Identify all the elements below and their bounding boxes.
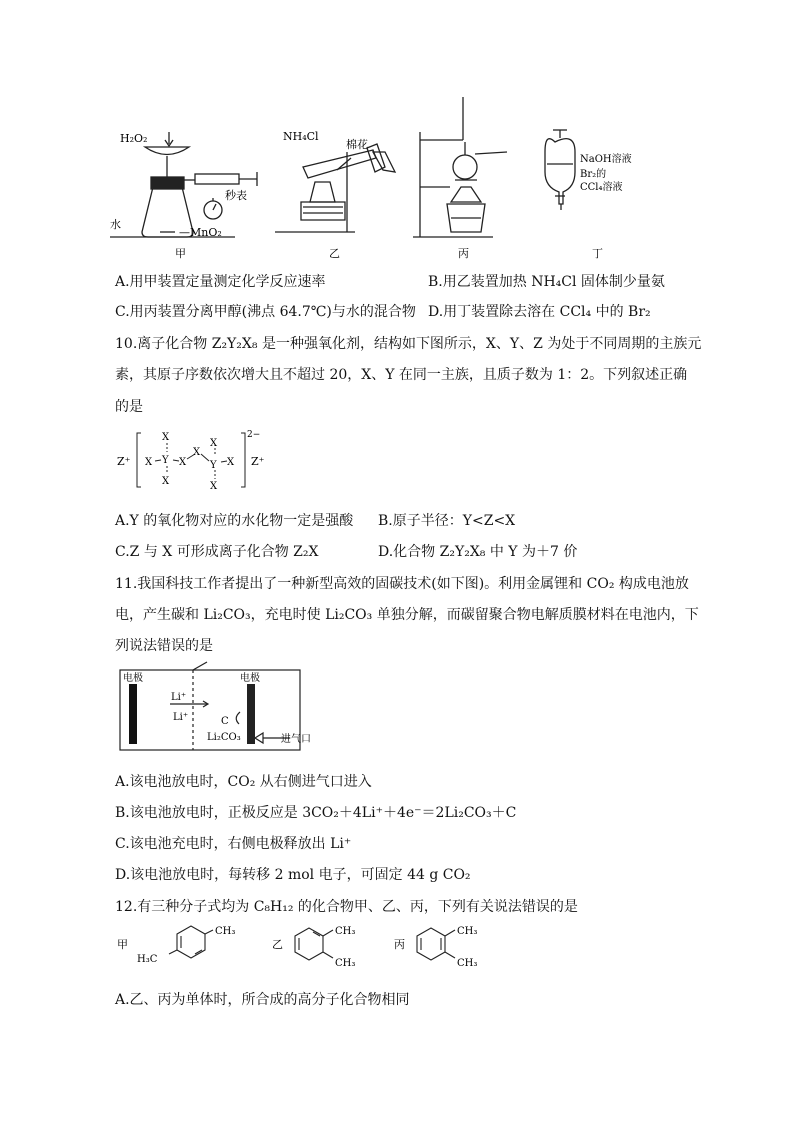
q10-stem-line1: 10.离子化合物 Z₂Y₂X₈ 是一种强氧化剂，结构如下图所示，X、Y、Z 为处于不同周期的主族元 [115, 336, 702, 352]
ccl4-label: CCl₄溶液 [580, 182, 623, 193]
li-ion-top: Li⁺ [171, 692, 187, 703]
stopwatch-label: 秒表 [225, 189, 247, 202]
ch3-label: CH₃ [215, 926, 236, 937]
x-atom: X [210, 481, 218, 492]
q10-option-a: A.Y 的氧化物对应的水化物一定是强酸 [115, 513, 354, 529]
q10-stem-line2: 素，其原子序数依次增大且不超过 20，X、Y 在同一主族，且质子数为 1：2。下列叙述正确 [115, 367, 688, 383]
mno2-label: —MnO₂ [179, 226, 222, 239]
li-ion-bottom: Li⁺ [173, 712, 189, 723]
li2co3-label: Li₂CO₃ [207, 732, 241, 743]
inlet-label: 进气口 [281, 734, 311, 745]
q10-option-c: C.Z 与 X 可形成离子化合物 Z₂X [115, 544, 319, 560]
label-yi: 乙 [272, 938, 283, 951]
br2-label: Br₂的 [580, 169, 607, 180]
x-atom: X [145, 457, 153, 468]
q11-stem-line1: 11.我国科技工作者提出了一种新型高效的固碳技术(如下图)。利用金属锂和 CO₂ 构成电池放 [115, 576, 689, 592]
q10-option-b: B.原子半径：Y<Z<X [378, 513, 516, 529]
q10-option-d: D.化合物 Z₂Y₂X₈ 中 Y 为＋7 价 [378, 544, 578, 560]
apparatus-bing [413, 97, 507, 237]
q11-option-c: C.该电池充电时，右侧电极释放出 Li⁺ [115, 836, 352, 852]
apparatus-yi [275, 144, 395, 232]
q11-battery-diagram [115, 660, 315, 760]
ch3-label: CH₃ [457, 958, 478, 969]
q12-structures [115, 922, 495, 978]
q11-option-d: D.该电池放电时，每转移 2 mol 电子，可固定 44 g CO₂ [115, 867, 471, 883]
z-right: Z⁺ [251, 455, 265, 468]
x-atom: X [193, 447, 201, 458]
q11-option-a: A.该电池放电时，CO₂ 从右侧进气口进入 [115, 774, 372, 790]
ch3-label: CH₃ [335, 958, 356, 969]
water-label: 水 [110, 218, 121, 231]
nh4cl-label: NH₄Cl [283, 130, 319, 143]
charge-label: 2− [247, 430, 261, 440]
caption-jia: 甲 [175, 247, 186, 260]
y-atom: Y [210, 460, 217, 471]
x-atom: X [210, 438, 218, 449]
label-jia: 甲 [117, 938, 128, 951]
ch3-label: CH₃ [335, 926, 356, 937]
h2o2-label: H₂O₂ [120, 132, 148, 145]
ch3-label: CH₃ [457, 926, 478, 937]
q9-option-b: B.用乙装置加热 NH₄Cl 固体制少量氨 [428, 274, 665, 290]
q10-structure [115, 425, 275, 495]
carbon-label: C [221, 716, 229, 727]
y-atom: Y [162, 455, 169, 466]
q11-stem-line3: 列说法错误的是 [115, 638, 213, 654]
x-atom: X [179, 457, 187, 468]
q9-option-a: A.用甲装置定量测定化学反应速率 [115, 274, 326, 290]
caption-bing: 丙 [458, 247, 469, 260]
label-bing: 丙 [394, 938, 405, 951]
caption-yi: 乙 [329, 247, 340, 260]
naoh-label: NaOH溶液 [580, 154, 632, 165]
caption-ding: 丁 [592, 247, 603, 260]
apparatus-ding [545, 130, 575, 210]
q10-stem-line3: 的是 [115, 399, 143, 415]
electrode-right-label: 电极 [240, 673, 260, 684]
apparatus-jia [110, 132, 257, 237]
electrode-left-label: 电极 [123, 673, 143, 684]
x-atom: X [162, 476, 170, 487]
q11-stem-line2: 电，产生碳和 Li₂CO₃，充电时使 Li₂CO₃ 单独分解，而碳留聚合物电解质膜材料在电池内，下 [115, 607, 699, 623]
q9-option-d: D.用丁装置除去溶在 CCl₄ 中的 Br₂ [428, 304, 651, 320]
q12-option-a: A.乙、丙为单体时，所合成的高分子化合物相同 [115, 992, 410, 1008]
q9-option-c: C.用丙装置分离甲醇(沸点 64.7℃)与水的混合物 [115, 304, 416, 320]
q12-stem: 12.有三种分子式均为 C₈H₁₂ 的化合物甲、乙、丙，下列有关说法错误的是 [115, 899, 578, 915]
z-left: Z⁺ [117, 455, 131, 468]
h3c-label: H₃C [137, 954, 158, 965]
x-atom: X [227, 457, 235, 468]
x-atom: X [162, 432, 170, 443]
apparatus-figure [110, 92, 635, 267]
q11-option-b: B.该电池放电时，正极反应是 3CO₂＋4Li⁺＋4e⁻＝2Li₂CO₃＋C [115, 805, 517, 821]
cotton-label: 棉花 [346, 138, 368, 151]
